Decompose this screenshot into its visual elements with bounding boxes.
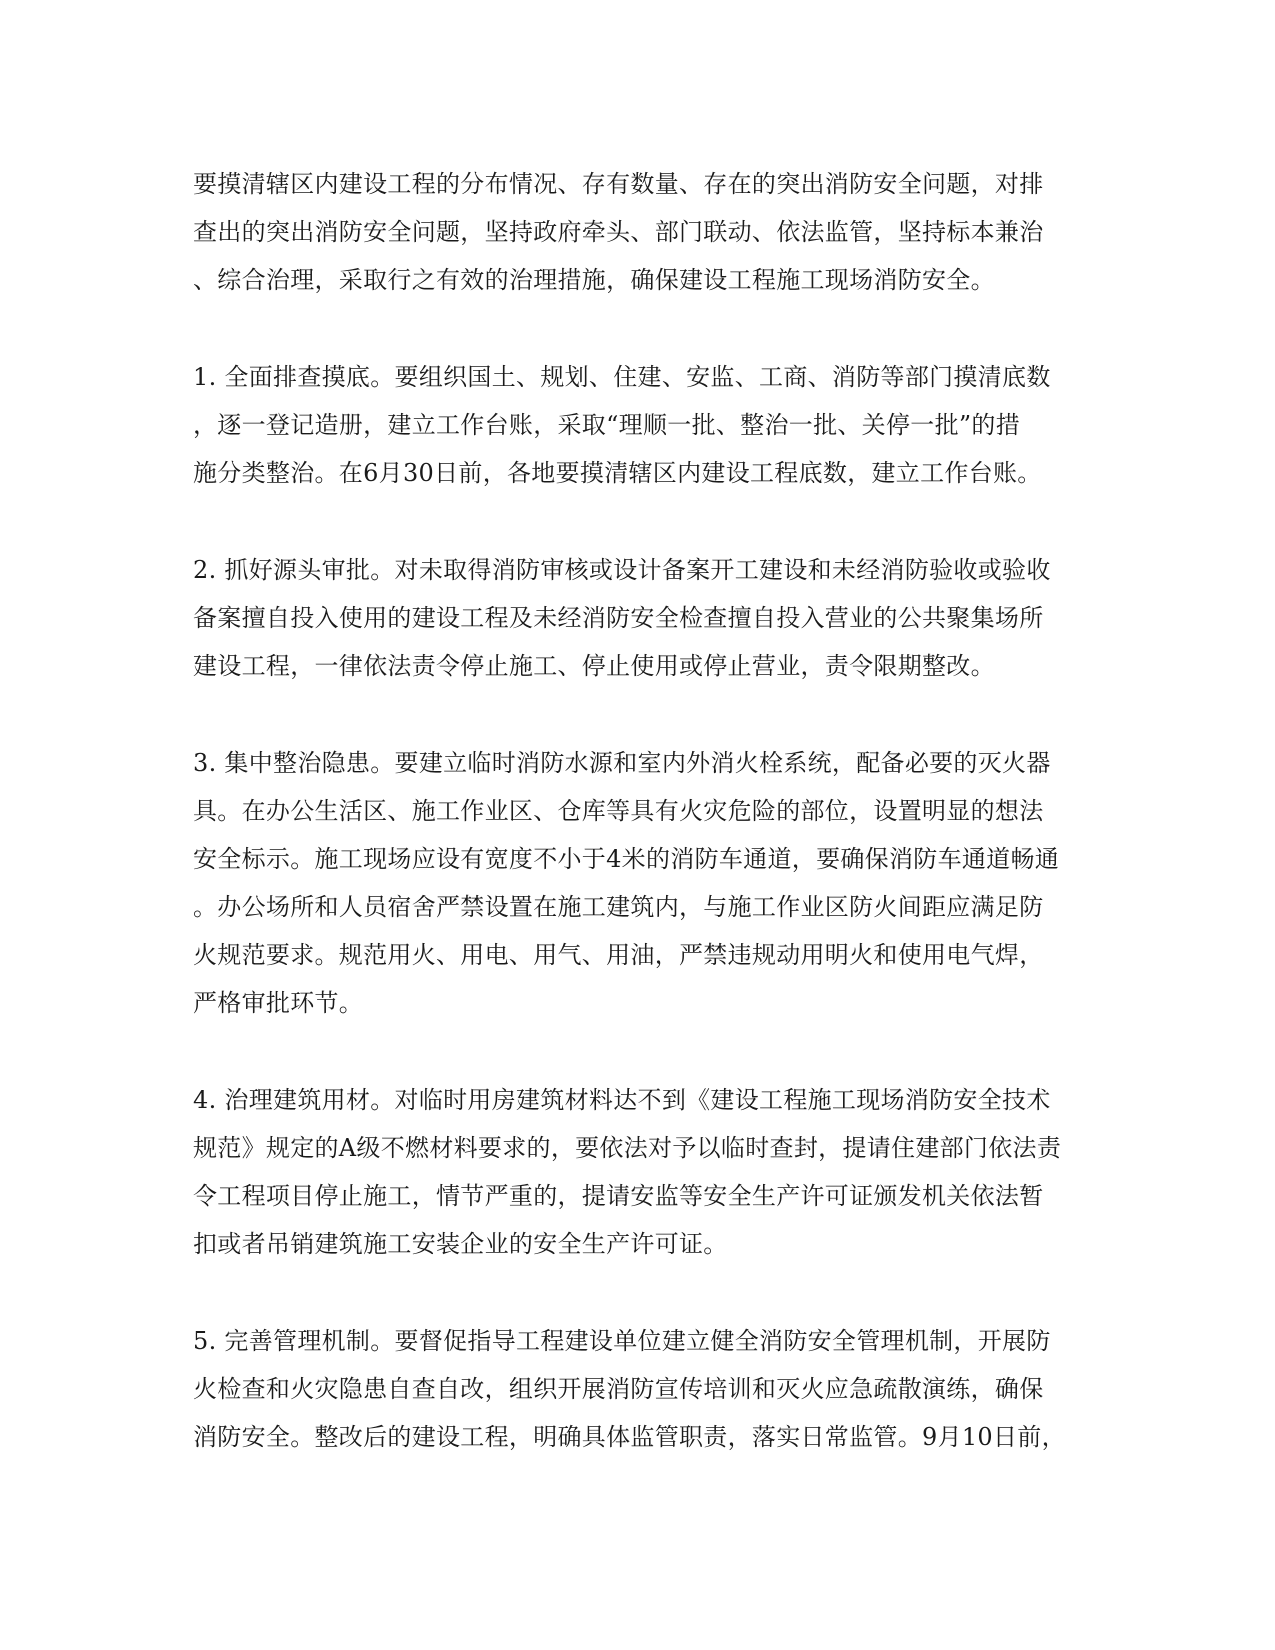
- item-3-paragraph: [193, 739, 1083, 1027]
- text-line: 安全标示。施工现场应设有宽度不小于4米的消防车通道，要确保消防车通道畅通: [193, 845, 1060, 873]
- text-line: 扣或者吊销建筑施工安装企业的安全生产许可证。: [193, 1230, 728, 1258]
- item-5-paragraph: [193, 1317, 1083, 1461]
- document-body: [193, 160, 1083, 1510]
- item-1-paragraph: [193, 353, 1083, 497]
- item-2-paragraph: [193, 546, 1083, 690]
- text-line: 火检查和火灾隐患自查自改，组织开展消防宣传培训和灭火应急疏散演练，确保: [193, 1375, 1044, 1403]
- text-line: 3. 集中整治隐患。要建立临时消防水源和室内外消火栓系统，配备必要的灭火器: [193, 749, 1051, 777]
- text-line: 4. 治理建筑用材。对临时用房建筑材料达不到《建设工程施工现场消防安全技术: [193, 1086, 1051, 1114]
- intro-paragraph: [193, 160, 1083, 304]
- text-line: 消防安全。整改后的建设工程，明确具体监管职责，落实日常监管。9月10日前，: [193, 1423, 1066, 1451]
- text-line: 、综合治理，采取行之有效的治理措施，确保建设工程施工现场消防安全。: [193, 266, 995, 294]
- text-line: 令工程项目停止施工，情节严重的，提请安监等安全生产许可证颁发机关依法暂: [193, 1182, 1044, 1210]
- text-line: 火规范要求。规范用火、用电、用气、用油，严禁违规动用明火和使用电气焊，: [193, 941, 1044, 969]
- item-4-paragraph: [193, 1076, 1083, 1268]
- text-line: 具。在办公生活区、施工作业区、仓库等具有火灾危险的部位，设置明显的想法: [193, 797, 1044, 825]
- text-line: 建设工程，一律依法责令停止施工、停止使用或停止营业，责令限期整改。: [193, 652, 995, 680]
- text-line: 严格审批环节。: [193, 989, 364, 1017]
- text-line: 要摸清辖区内建设工程的分布情况、存有数量、存在的突出消防安全问题，对排: [193, 170, 1044, 198]
- text-line: 2. 抓好源头审批。对未取得消防审核或设计备案开工建设和未经消防验收或验收: [193, 556, 1051, 584]
- text-line: 备案擅自投入使用的建设工程及未经消防安全检查擅自投入营业的公共聚集场所: [193, 604, 1044, 632]
- text-line: 规范》规定的A级不燃材料要求的，要依法对予以临时查封，提请住建部门依法责: [193, 1134, 1062, 1162]
- text-line: 查出的突出消防安全问题，坚持政府牵头、部门联动、依法监管，坚持标本兼治: [193, 218, 1044, 246]
- text-line: 。办公场所和人员宿舍严禁设置在施工建筑内，与施工作业区防火间距应满足防: [193, 893, 1044, 921]
- text-line: 1. 全面排查摸底。要组织国土、规划、住建、安监、工商、消防等部门摸清底数: [193, 363, 1051, 391]
- text-line: 施分类整治。在6月30日前，各地要摸清辖区内建设工程底数，建立工作台账。: [193, 459, 1042, 487]
- text-line: ，逐一登记造册，建立工作台账，采取“理顺一批、整治一批、关停一批”的措: [193, 411, 1021, 439]
- text-line: 5. 完善管理机制。要督促指导工程建设单位建立健全消防安全管理机制，开展防: [193, 1327, 1051, 1355]
